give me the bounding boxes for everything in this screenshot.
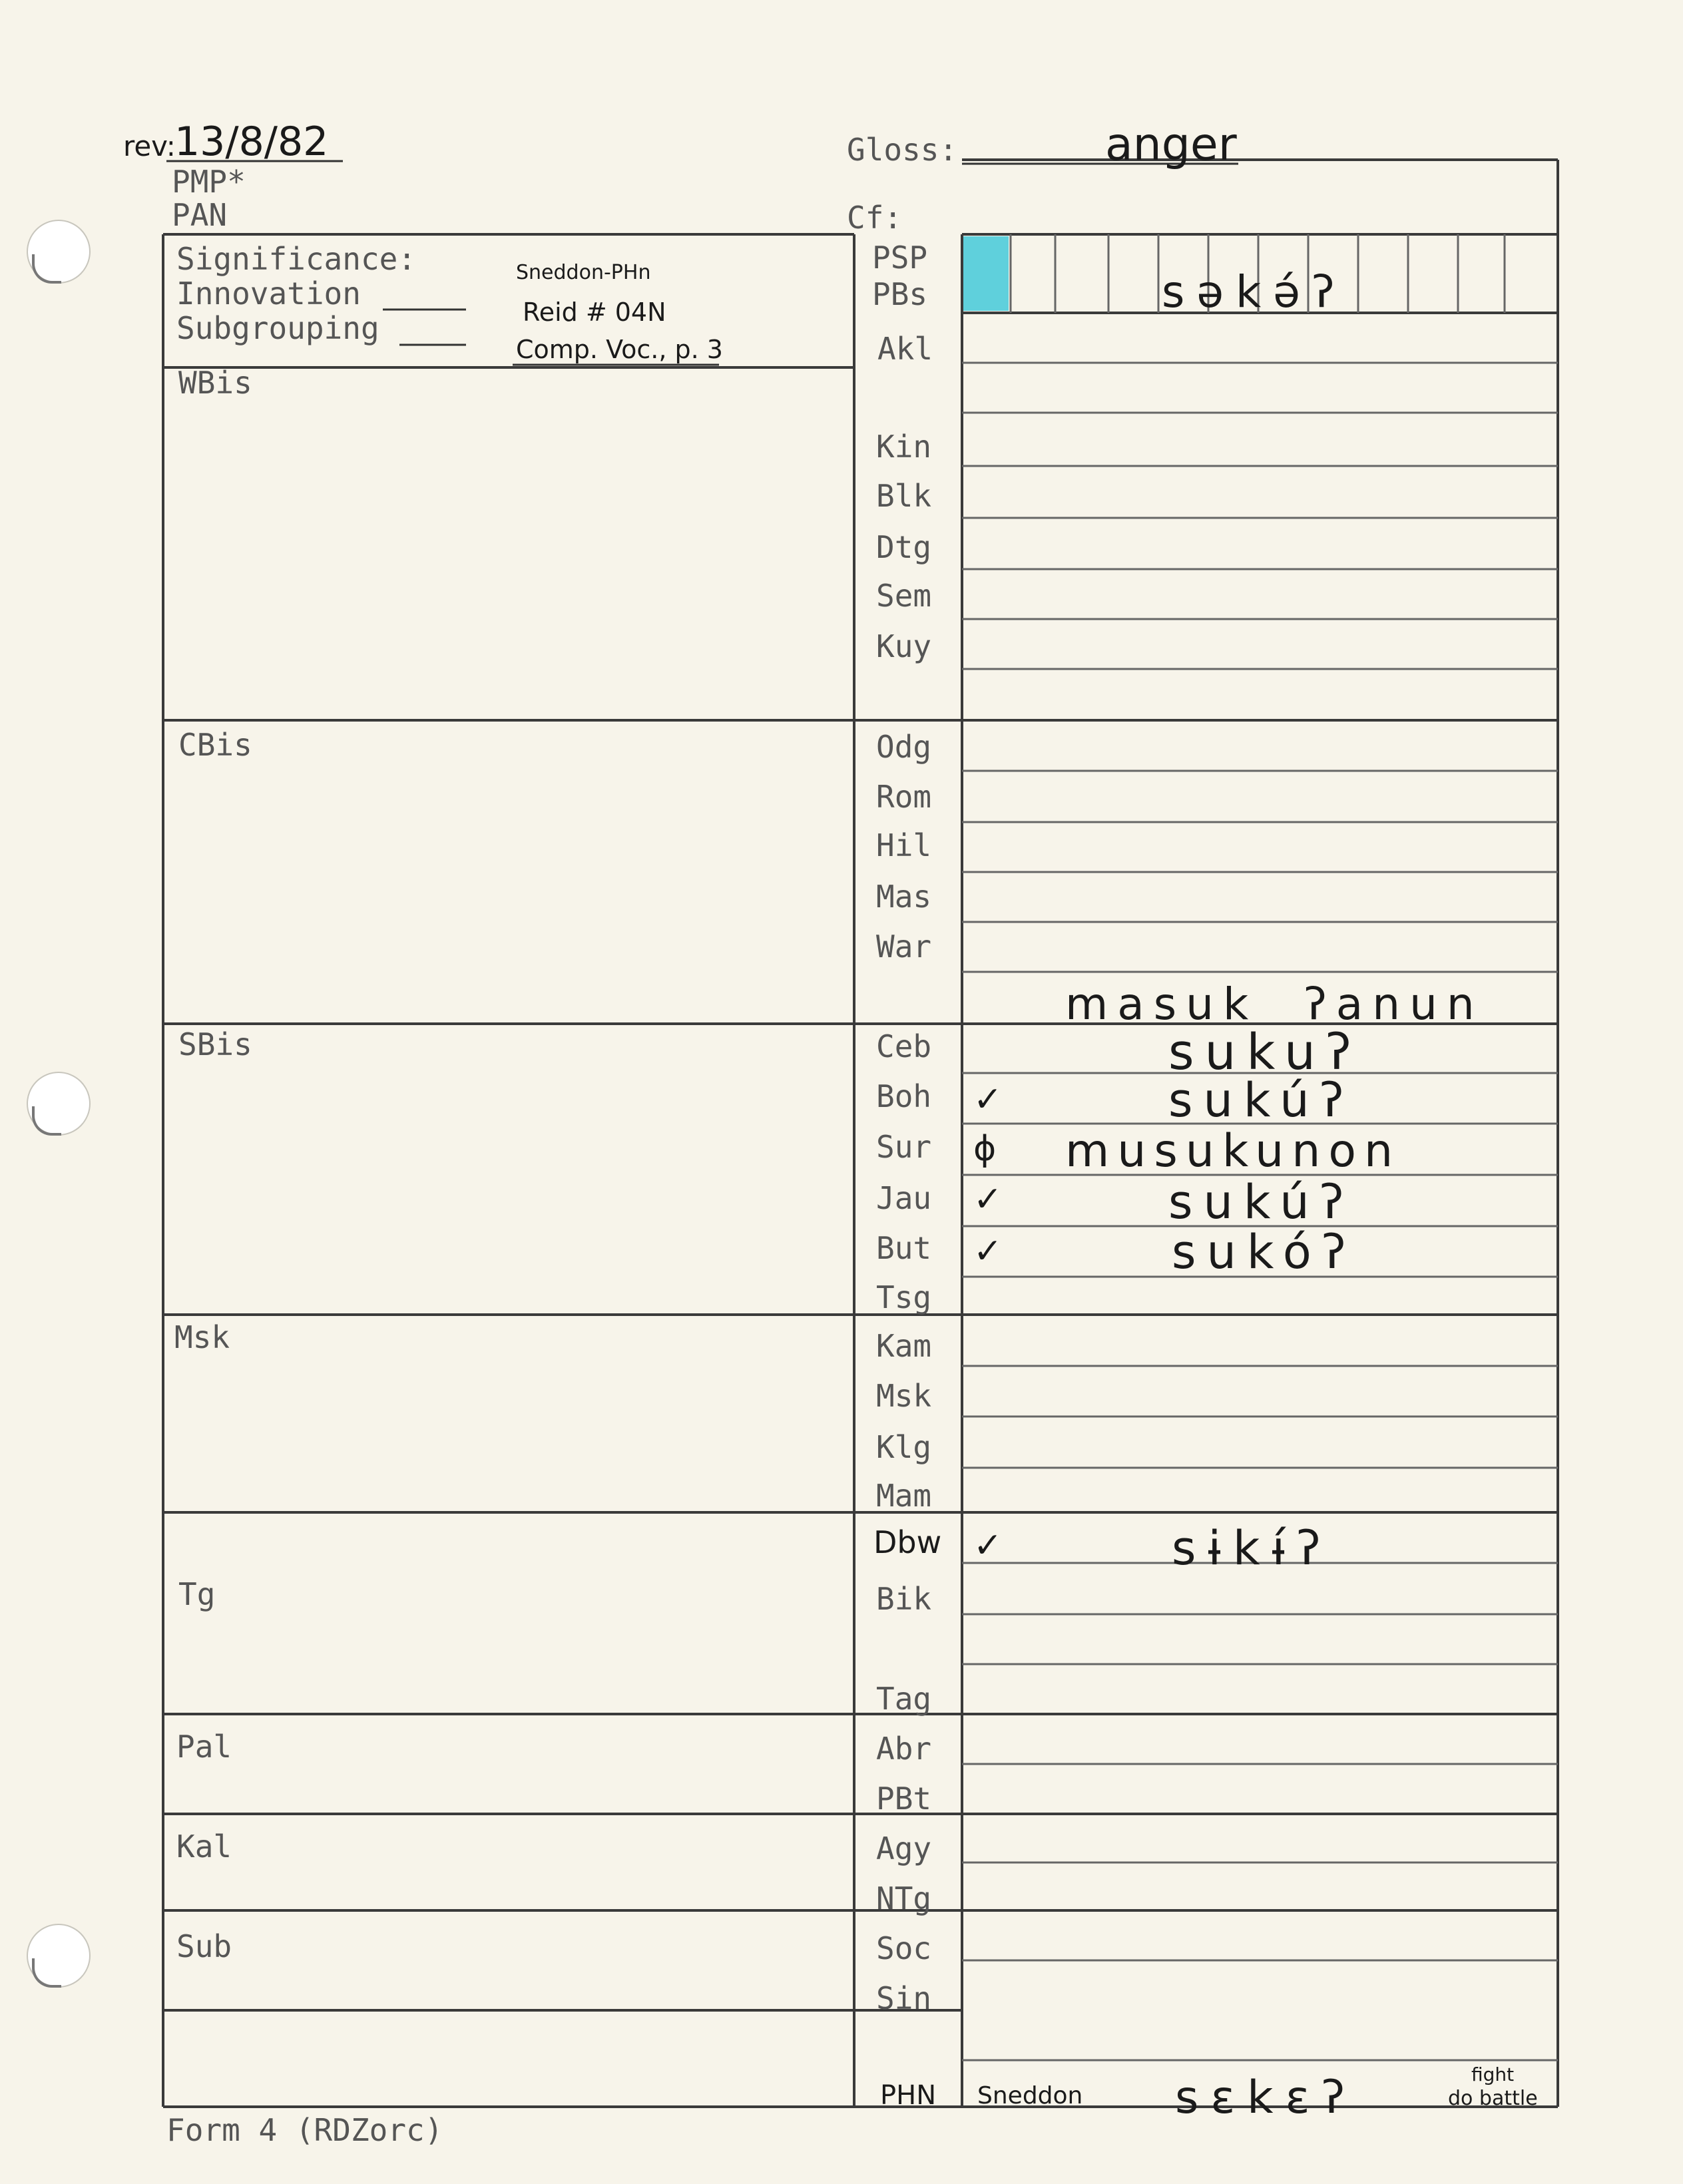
group-msk: Msk [174, 1319, 230, 1355]
lang-war: War [876, 929, 932, 965]
lang-pbt: PBt [876, 1781, 932, 1817]
lang-rom: Rom [876, 779, 932, 815]
gloss-label: Gloss: [847, 132, 958, 168]
lang-boh: Boh [876, 1078, 932, 1114]
lang-mam: Mam [876, 1478, 932, 1514]
source-note-3: Comp. Voc., p. 3 [516, 335, 723, 364]
rev-label: rev: [123, 130, 176, 162]
lang-abr: Abr [876, 1731, 932, 1767]
lang-ntg: NTg [876, 1880, 932, 1916]
mark-dbw: ✓ [973, 1526, 1003, 1566]
lang-sem: Sem [876, 578, 932, 614]
source-note-2: Reid # 04N [523, 298, 666, 327]
cf-label: Cf: [847, 200, 903, 236]
form-but: sukóʔ [1172, 1225, 1357, 1279]
form-psp: səkə́ʔ [1162, 266, 1347, 318]
gloss-value: anger [1105, 118, 1237, 171]
lang-blk: Blk [876, 478, 932, 514]
pmp-label: PMP* [172, 164, 246, 200]
lang-akl: Akl [877, 331, 933, 367]
form-phn-source: Sneddon [977, 2082, 1083, 2109]
lang-pbs: PBs [872, 276, 928, 312]
lang-bik: Bik [876, 1581, 932, 1617]
lang-phn: PHN [880, 2080, 937, 2111]
lang-soc: Soc [876, 1930, 932, 1966]
form-jau: sukúʔ [1168, 1175, 1355, 1229]
mark-sur: ϕ [973, 1129, 997, 1169]
lang-tsg: Tsg [876, 1279, 932, 1315]
form-phn-gloss-1: fight [1471, 2064, 1515, 2085]
group-sub: Sub [176, 1928, 232, 1964]
lang-kam: Kam [876, 1328, 932, 1364]
form-war-extra: masuk ʔanun [1065, 979, 1484, 1030]
lang-kin: Kin [876, 429, 932, 465]
lang-mas: Mas [876, 879, 932, 915]
lang-sin: Sin [876, 1980, 932, 2016]
lang-jau: Jau [876, 1180, 932, 1216]
lang-tag: Tag [876, 1681, 932, 1717]
form-phn-gloss-2: do battle [1448, 2087, 1538, 2110]
lang-hil: Hil [876, 827, 932, 863]
form-dbw: sɨkɨ́ʔ [1172, 1521, 1333, 1576]
form-footer: Form 4 (RDZorc) [166, 2112, 443, 2148]
form-sur: musukunon [1065, 1125, 1401, 1178]
group-kal: Kal [176, 1829, 232, 1864]
lang-agy: Agy [876, 1831, 932, 1866]
lang-dbw: Dbw [873, 1524, 942, 1560]
lang-dtg: Dtg [876, 529, 932, 565]
group-pal: Pal [176, 1729, 232, 1765]
form-phn: sɛkɛʔ [1175, 2072, 1357, 2124]
lang-ceb: Ceb [876, 1028, 932, 1064]
lang-odg: Odg [876, 729, 932, 765]
pan-label: PAN [172, 197, 228, 233]
form-boh: sukúʔ [1168, 1073, 1355, 1128]
group-cbis: CBis [178, 727, 252, 763]
lang-sur: Sur [876, 1129, 932, 1165]
mark-jau: ✓ [973, 1180, 1003, 1219]
mark-but: ✓ [973, 1231, 1003, 1271]
group-wbis: WBis [178, 365, 252, 401]
source-note-1: Sneddon-PHn [516, 261, 651, 284]
lang-msk: Msk [876, 1378, 932, 1414]
group-sbis: SBis [178, 1026, 252, 1062]
rev-date: 13/8/82 [174, 118, 329, 165]
subgrouping-label: Subgrouping [176, 310, 379, 346]
lang-psp: PSP [872, 240, 928, 276]
lang-but: But [876, 1230, 932, 1266]
lang-kuy: Kuy [876, 628, 932, 664]
group-tg: Tg [178, 1576, 216, 1612]
highlight-cell [963, 236, 1009, 311]
form-ceb: sukuʔ [1168, 1024, 1362, 1081]
significance-label: Significance: [176, 241, 417, 277]
mark-boh: ✓ [973, 1080, 1003, 1120]
lang-klg: Klg [876, 1429, 932, 1465]
innovation-label: Innovation [176, 276, 361, 312]
